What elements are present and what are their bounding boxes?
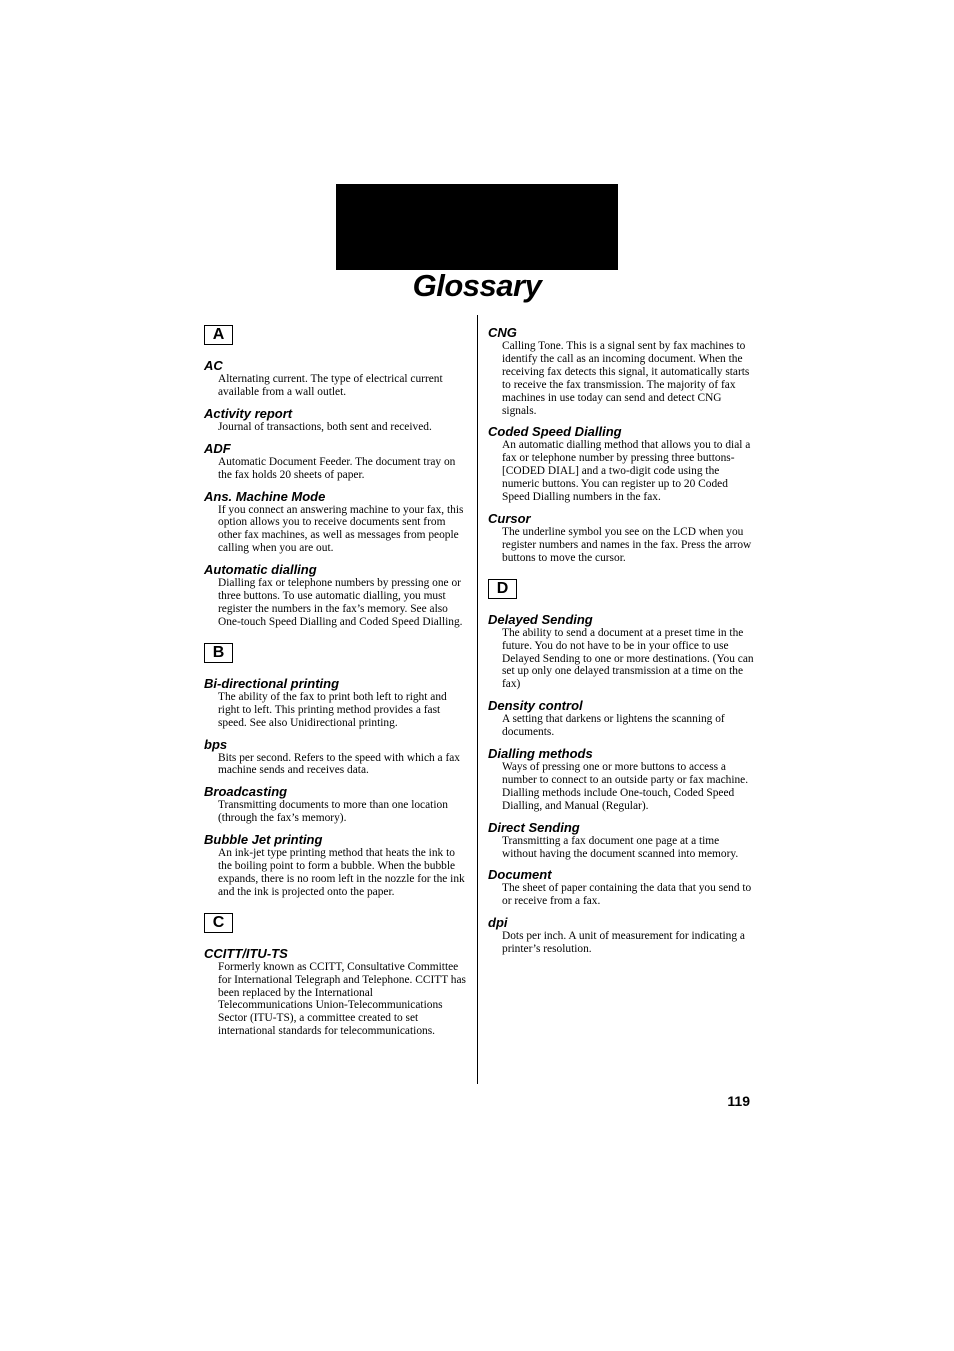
entry-definition: Transmitting documents to more than one location (through the fax’s memory). — [218, 799, 448, 825]
glossary-entry — [488, 867, 754, 908]
glossary-entry — [488, 746, 754, 813]
glossary-entry — [204, 441, 468, 482]
page-title: Glossary — [412, 268, 542, 303]
entry-definition: An automatic dialling method that allows you to dial a fax or telephone number by pressing three buttons-[CODED DIAL] and a two-digit code using the numeric buttons. You can register up to 20 Coded Speed Dialling numbers in the fax. — [502, 439, 751, 504]
entry-term: Delayed Sending — [488, 611, 593, 627]
entry-definition: The sheet of paper containing the data that you send to or receive from a fax. — [502, 882, 752, 908]
glossary-entry — [488, 511, 754, 565]
section-b — [204, 643, 468, 899]
entry-definition: Bits per second. Refers to the speed with which a fax machine sends and receives data. — [218, 751, 460, 777]
entry-term: Dialling methods — [488, 746, 593, 762]
glossary-entry — [488, 424, 754, 504]
entry-term: Coded Speed Dialling — [488, 424, 622, 440]
entry-term: CCITT/ITU-TS — [204, 945, 288, 961]
entry-term: bps — [204, 736, 228, 752]
entry-definition: Automatic Document Feeder. The document tray on the fax holds 20 sheets of paper. — [218, 455, 456, 481]
section-letter-c: C — [204, 913, 233, 933]
entry-definition: Transmitting a fax document one page at a time without having the document scanned into memory. — [502, 834, 739, 860]
entry-definition: Ways of pressing one or more buttons to access a number to connect to an outside party or fax machine. Dialling methods include One-touch, Coded Speed Dialling, and Manual (Regular). — [502, 761, 749, 812]
glossary-entry — [204, 562, 468, 629]
section-letter-d: D — [488, 579, 517, 599]
glossary-entry — [488, 612, 754, 692]
glossary-entry — [488, 698, 754, 739]
entry-definition: A setting that darkens or lightens the scanning of documents. — [502, 713, 725, 739]
entry-definition: The ability of the fax to print both left to right and right to left. This printing method provides a fast speed. See also Unidirectional printing. — [218, 690, 447, 729]
glossary-entry — [204, 737, 468, 778]
entry-definition: The underline symbol you see on the LCD when you register numbers and names in the fax. Press the arrow buttons to move the cursor. — [502, 525, 752, 564]
entry-term: Bubble Jet printing — [204, 832, 323, 848]
glossary-entry — [204, 406, 468, 434]
section-d — [488, 579, 754, 956]
page-number: 119 — [727, 1093, 750, 1109]
right-column — [488, 325, 754, 970]
entry-term: Density control — [488, 698, 583, 714]
entry-term: Broadcasting — [204, 784, 288, 800]
glossary-entry — [204, 358, 468, 399]
glossary-entry — [488, 915, 754, 956]
glossary-entry — [204, 946, 468, 1038]
entry-term: ADF — [204, 440, 231, 456]
entry-definition: If you connect an answering machine to your fax, this option allows you to receive documents sent from other fax machines, as well as messages from people calling when you are out. — [218, 503, 464, 555]
section-c — [204, 913, 468, 1038]
entry-term: Automatic dialling — [204, 562, 317, 578]
entry-term: dpi — [488, 915, 508, 931]
entry-term: Document — [488, 867, 552, 883]
entry-term: AC — [204, 358, 223, 373]
entry-term: CNG — [488, 325, 517, 340]
section-a — [204, 325, 468, 629]
section-letter-a: A — [204, 325, 233, 345]
section-letter-b: B — [204, 643, 233, 663]
glossary-entry — [488, 325, 754, 417]
header-black-block — [336, 184, 618, 270]
entry-definition: The ability to send a document at a preset time in the future. You do not have to be in your office to use Delayed Sending to one or more destinations. (You can set up only one delayed transmission at a time on the fax) — [502, 626, 754, 691]
glossary-entry — [204, 832, 468, 899]
entry-term: Direct Sending — [488, 819, 580, 835]
column-divider — [477, 315, 478, 1084]
section-c-continued — [488, 325, 754, 565]
entry-term: Activity report — [204, 405, 293, 421]
entry-term: Cursor — [488, 510, 531, 526]
entry-definition: Dots per inch. A unit of measurement for indicating a printer’s resolution. — [502, 930, 745, 956]
glossary-entry — [204, 784, 468, 825]
entry-definition: Formerly known as CCITT, Consultative Committee for International Telegraph and Telephone. CCITT has been replaced by the International Telecommunications Union-Telecommunications Sector (ITU-TS), a committee created to set international standards for telecommunications. — [218, 960, 466, 1038]
entry-definition: Dialling fax or telephone numbers by pressing one or three buttons. To use automatic dialling, you must register the numbers in the fax’s memory. See also One-touch Speed Dialling and Coded Speed Dialling. — [218, 577, 463, 628]
glossary-entry — [488, 820, 754, 861]
glossary-entry — [204, 676, 468, 730]
glossary-entry — [204, 489, 468, 556]
entry-definition: An ink-jet type printing method that heats the ink to the boiling point to form a bubble. When the bubble expands, there is no room left in the nozzle for the ink and the ink is projected onto the paper. — [218, 847, 465, 898]
entry-definition: Alternating current. The type of electrical current available from a wall outlet. — [218, 373, 443, 398]
left-column — [204, 325, 468, 1052]
entry-term: Bi-directional printing — [204, 675, 340, 691]
entry-definition: Journal of transactions, both sent and received. — [218, 420, 432, 433]
entry-term: Ans. Machine Mode — [204, 488, 326, 504]
entry-definition: Calling Tone. This is a signal sent by fax machines to identify the call as an incoming document. When the receiving fax detects this signal, it automatically starts to receive the fax transmission. The majority of fax machines in use today can send and detect CNG signals. — [502, 340, 750, 417]
